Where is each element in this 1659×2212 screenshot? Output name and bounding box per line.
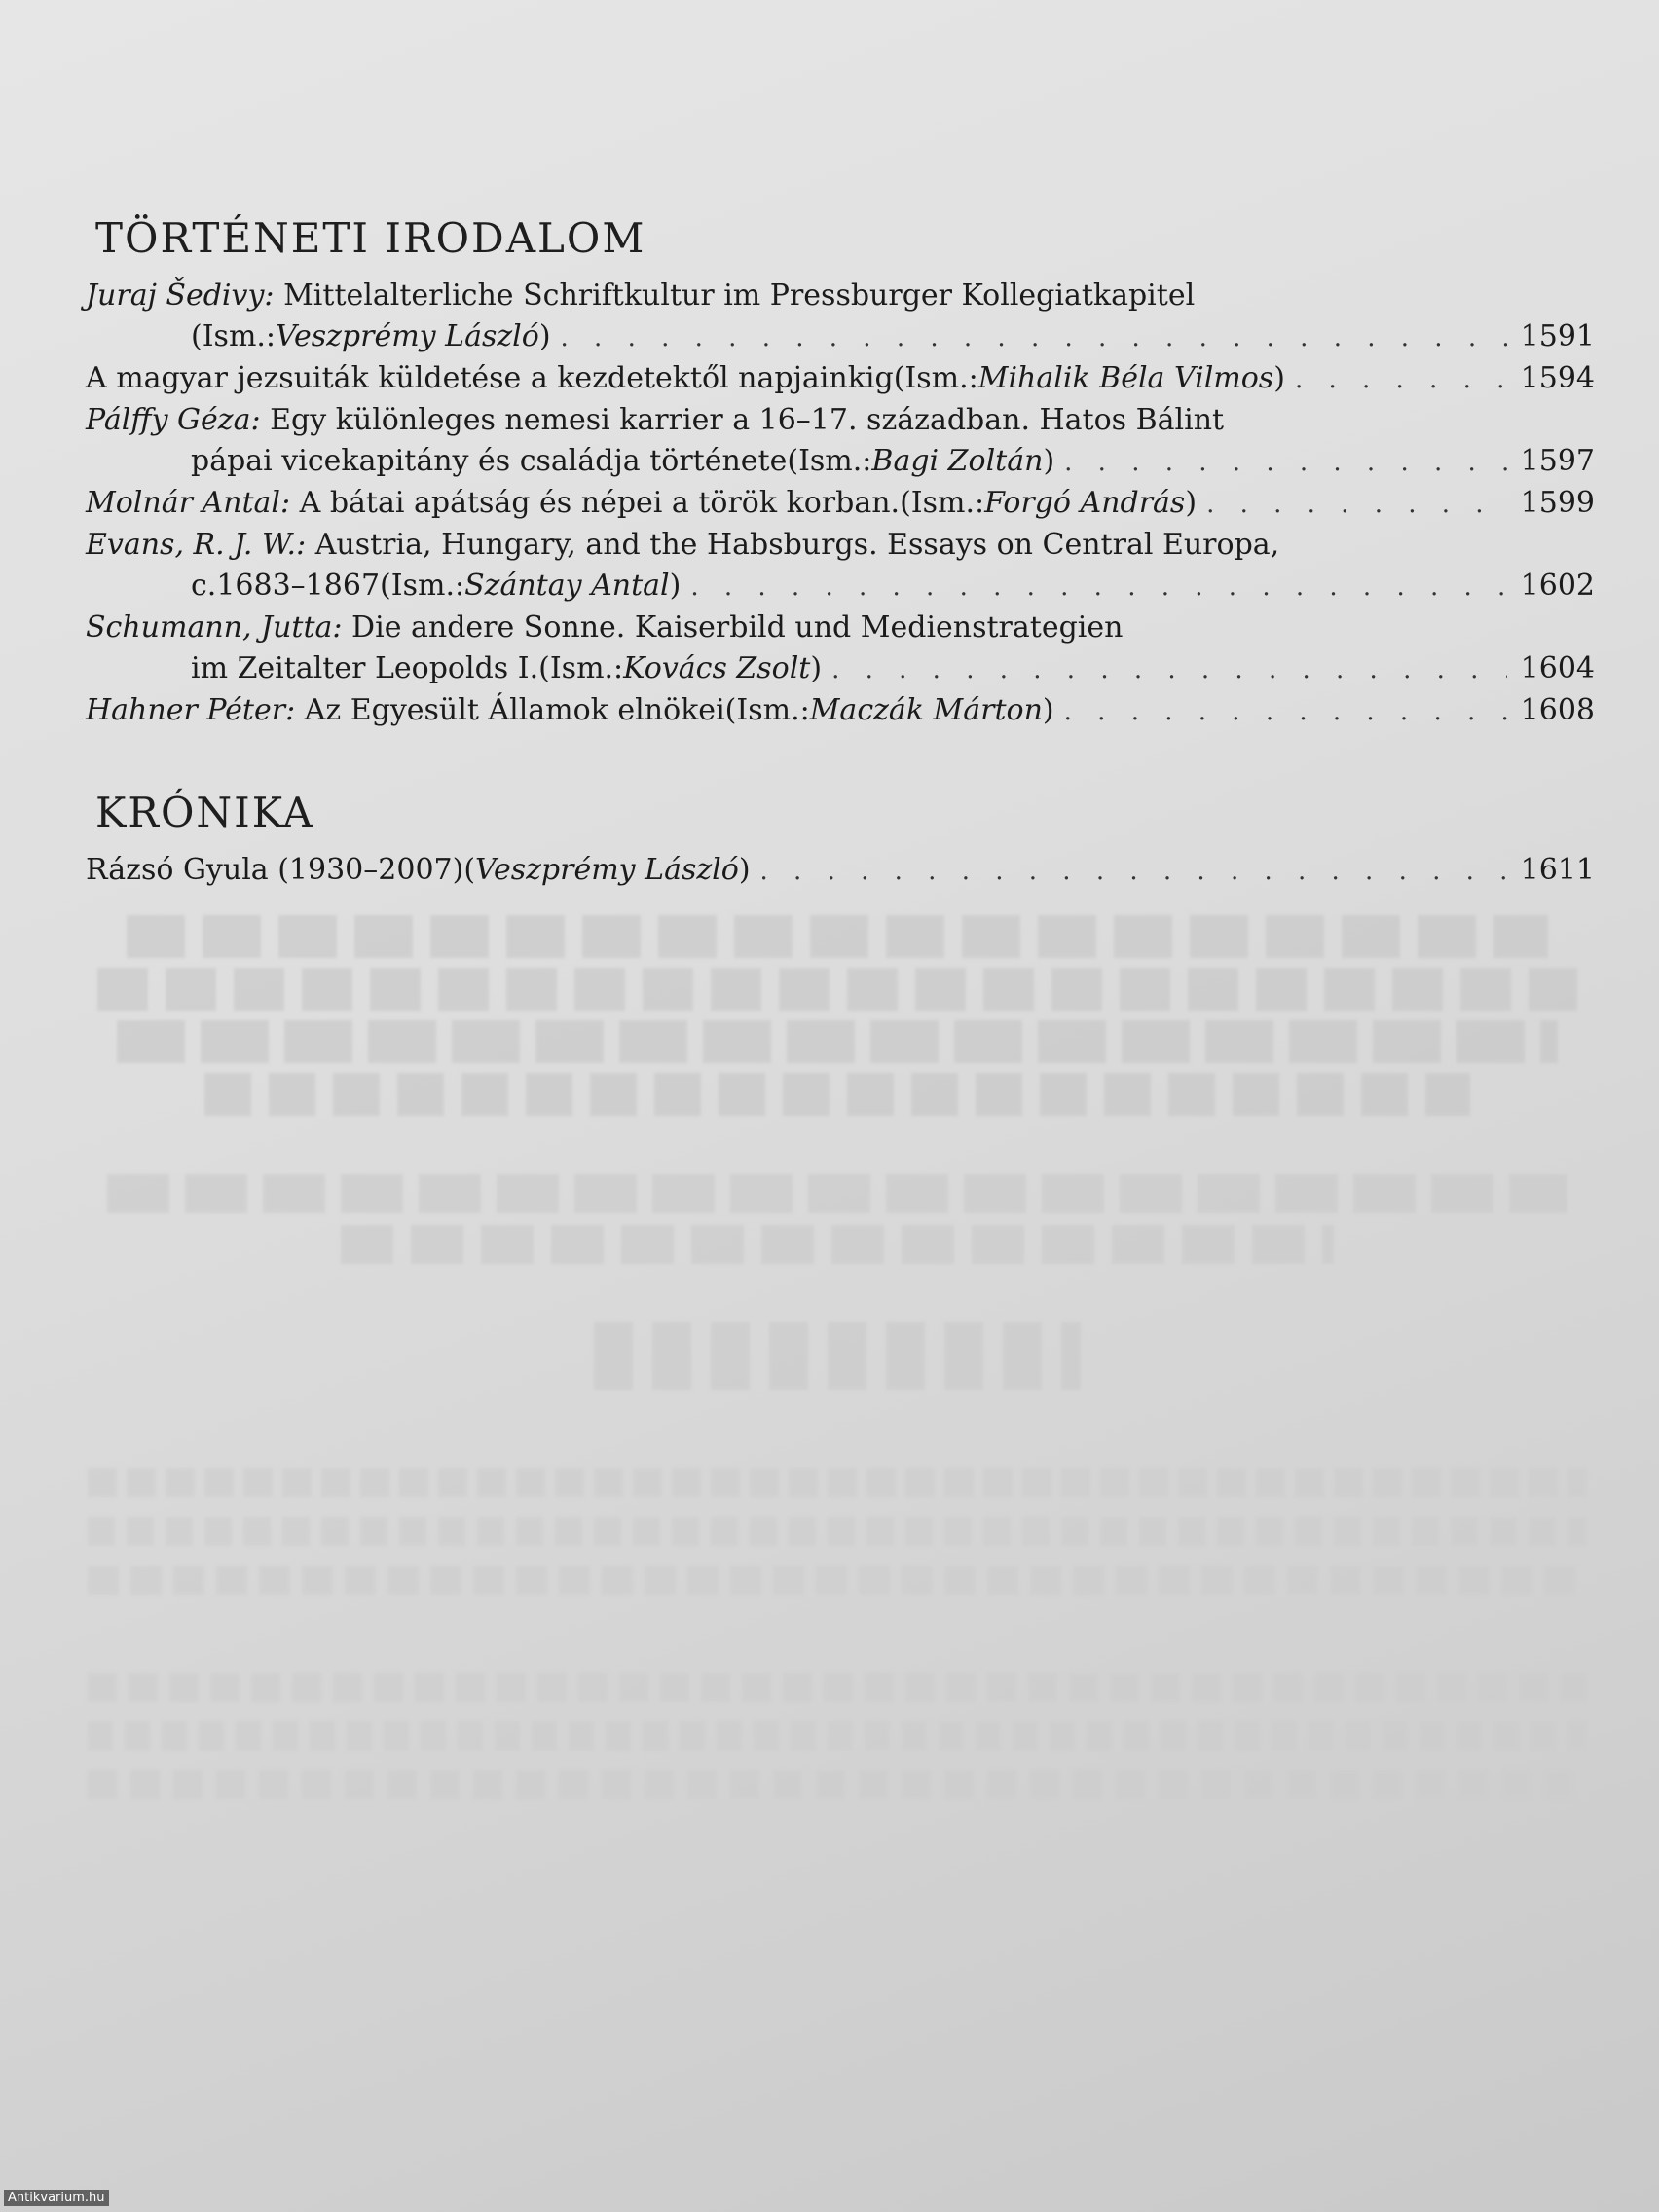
entry-close: ) <box>1042 693 1054 727</box>
entry-ism-label: (Ism.: <box>724 693 810 727</box>
entry-page-number: 1604 <box>1520 651 1595 685</box>
dot-leader <box>1295 359 1507 400</box>
entry-title: A magyar jezsuiták küldetése a kezdetektől napjainkig <box>86 361 894 395</box>
toc-entry <box>86 690 1595 732</box>
entry-page-number: 1611 <box>1520 853 1595 887</box>
entry-reviewer: Forgó András <box>984 486 1186 520</box>
dot-leader <box>561 317 1507 358</box>
entry-reviewer: Bagi Zoltán <box>871 444 1044 478</box>
watermark-label: Antikvarium.hu <box>4 2190 109 2206</box>
entry-close: ) <box>538 319 551 353</box>
entry-close: ) <box>1185 486 1198 520</box>
entry-reviewer: Veszprémy László <box>276 319 539 353</box>
entry-author: Schumann, Jutta: <box>86 610 343 645</box>
entry-title: Mittelalterliche Schriftkultur im Pressburger Kollegiatkapitel <box>283 278 1196 313</box>
entry-page-number: 1591 <box>1520 319 1595 353</box>
entry-author: Evans, R. J. W.: <box>86 528 307 562</box>
entry-reviewer: Maczák Márton <box>809 693 1043 727</box>
entry-page-number: 1599 <box>1520 486 1595 520</box>
entry-title: Rázsó Gyula (1930–2007) <box>86 853 464 887</box>
dot-leader <box>1064 442 1507 483</box>
entry-author: Hahner Péter: <box>86 693 296 727</box>
toc-entry <box>86 358 1595 400</box>
dot-leader <box>690 567 1507 608</box>
entry-page-number: 1597 <box>1520 444 1595 478</box>
entry-ism-label: (Ism.: <box>380 569 465 603</box>
entry-title-cont: im Zeitalter Leopolds I. <box>191 651 539 685</box>
entry-reviewer: Mihalik Béla Vilmos <box>977 361 1274 395</box>
dot-leader <box>1206 484 1507 525</box>
entry-page-number: 1602 <box>1520 569 1595 603</box>
toc-entry <box>86 483 1595 525</box>
toc-entry <box>86 400 1595 483</box>
table-of-contents <box>86 214 1595 892</box>
section-torteneti-irodalom <box>86 214 1595 732</box>
entry-title: Egy különleges nemesi karrier a 16–17. században. Hatos Bálint <box>270 403 1225 437</box>
section-title: TÖRTÉNETI IRODALOM <box>95 214 646 262</box>
entry-page-number: 1608 <box>1520 693 1595 727</box>
entry-ism-label: ( <box>463 853 476 887</box>
entry-ism-label: (Ism.: <box>191 319 276 353</box>
entry-close: ) <box>1043 444 1055 478</box>
entry-title-cont: pápai vicekapitány és családja története <box>191 444 788 478</box>
entry-reviewer: Kovács Zsolt <box>623 651 811 685</box>
entry-reviewer: Szántay Antal <box>464 569 670 603</box>
dot-leader <box>831 649 1507 690</box>
toc-entry <box>86 525 1595 608</box>
entry-author: Juraj Šedivy: <box>86 278 275 313</box>
dot-leader <box>760 851 1507 892</box>
entry-ism-label: (Ism.: <box>893 361 978 395</box>
toc-entry <box>86 850 1595 892</box>
toc-entry <box>86 608 1595 690</box>
show-through-texture <box>88 915 1587 1819</box>
entry-close: ) <box>738 853 751 887</box>
entry-author: Pálffy Géza: <box>86 403 261 437</box>
toc-entry <box>86 276 1595 358</box>
entry-page-number: 1594 <box>1520 361 1595 395</box>
section-kronika <box>86 789 1595 892</box>
entry-ism-label: (Ism.: <box>900 486 985 520</box>
entry-title-cont: c.1683–1867 <box>191 569 381 603</box>
entry-close: ) <box>669 569 682 603</box>
entry-title: Austria, Hungary, and the Habsburgs. Essays on Central Europa, <box>314 528 1280 562</box>
dot-leader <box>1064 691 1507 732</box>
entry-title: A bátai apátság és népei a török korban. <box>299 486 901 520</box>
entry-reviewer: Veszprémy László <box>475 853 739 887</box>
entry-ism-label: (Ism.: <box>787 444 872 478</box>
section-title: KRÓNIKA <box>95 789 314 836</box>
entry-close: ) <box>810 651 823 685</box>
entry-ism-label: (Ism.: <box>538 651 624 685</box>
entry-author: Molnár Antal: <box>86 486 291 520</box>
entry-close: ) <box>1273 361 1285 395</box>
entry-title: Die andere Sonne. Kaiserbild und Medienstrategien <box>351 610 1124 645</box>
entry-title: Az Egyesült Államok elnökei <box>304 693 725 727</box>
